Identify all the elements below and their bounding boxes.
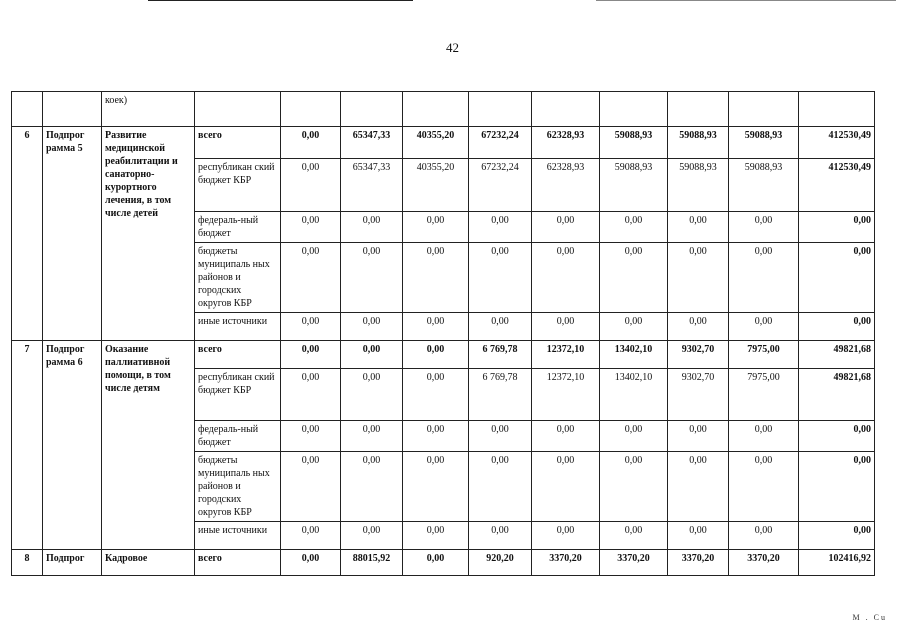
cell-value: 0,00 bbox=[281, 127, 341, 159]
cell-value: 0,00 bbox=[532, 522, 600, 550]
cell-value: 102416,92 bbox=[799, 550, 875, 576]
cell-value: 0,00 bbox=[469, 421, 532, 452]
cell-value: 65347,33 bbox=[341, 159, 403, 212]
cell-value: 0,00 bbox=[729, 522, 799, 550]
cell-value: 67232,24 bbox=[469, 159, 532, 212]
cell-value: 0,00 bbox=[281, 313, 341, 341]
cell-value: 0,00 bbox=[469, 522, 532, 550]
table-row bbox=[12, 550, 875, 576]
cell-name: Кадровое bbox=[102, 550, 195, 576]
cell-value: 3370,20 bbox=[600, 550, 668, 576]
cell-value: 0,00 bbox=[281, 341, 341, 369]
cell-value: 12372,10 bbox=[532, 369, 600, 421]
cell-value: 0,00 bbox=[341, 212, 403, 243]
cell-value: 59088,93 bbox=[668, 127, 729, 159]
cell-value: 0,00 bbox=[281, 550, 341, 576]
cell-value bbox=[799, 92, 875, 127]
cell-value: 0,00 bbox=[532, 212, 600, 243]
cell-value: 13402,10 bbox=[600, 369, 668, 421]
cell-value: 0,00 bbox=[600, 452, 668, 522]
cell-value: 0,00 bbox=[668, 313, 729, 341]
cell-value: 0,00 bbox=[403, 452, 469, 522]
cell-value bbox=[403, 92, 469, 127]
cell-value: 49821,68 bbox=[799, 369, 875, 421]
cell-value: 0,00 bbox=[532, 313, 600, 341]
cell-value: 0,00 bbox=[281, 212, 341, 243]
cell-value: 0,00 bbox=[341, 421, 403, 452]
cell-value: 0,00 bbox=[469, 212, 532, 243]
cell-value bbox=[341, 92, 403, 127]
cell-value: 3370,20 bbox=[668, 550, 729, 576]
cell-value: 0,00 bbox=[281, 159, 341, 212]
cell-value: 59088,93 bbox=[600, 159, 668, 212]
cell-value: 0,00 bbox=[469, 243, 532, 313]
cell-value bbox=[469, 92, 532, 127]
cell-value: 0,00 bbox=[600, 243, 668, 313]
cell-num: 7 bbox=[12, 341, 43, 550]
corner-mark: M . Cu bbox=[852, 613, 887, 622]
cell-name: Развитие медицинской реабилитации и санаторно-курортного лечения, в том числе детей bbox=[102, 127, 195, 341]
cell-value bbox=[729, 92, 799, 127]
cell-num: 8 bbox=[12, 550, 43, 576]
cell-value bbox=[600, 92, 668, 127]
cell-source: республикан ский бюджет КБР bbox=[195, 159, 281, 212]
cell-value: 412530,49 bbox=[799, 127, 875, 159]
cell-value: 59088,93 bbox=[729, 159, 799, 212]
cell-program: Подпрог рамма 5 bbox=[43, 127, 102, 341]
cell-value: 0,00 bbox=[341, 522, 403, 550]
cell-source: федераль-ный бюджет bbox=[195, 421, 281, 452]
cell-value: 0,00 bbox=[799, 313, 875, 341]
cell-value: 0,00 bbox=[532, 452, 600, 522]
cell-value: 0,00 bbox=[341, 341, 403, 369]
cell-value bbox=[281, 92, 341, 127]
cell-name: коек) bbox=[102, 92, 195, 127]
cell-num: 6 bbox=[12, 127, 43, 341]
cell-value: 3370,20 bbox=[729, 550, 799, 576]
cell-value: 62328,93 bbox=[532, 127, 600, 159]
top-rule-right bbox=[596, 0, 896, 1]
budget-table bbox=[11, 91, 875, 576]
cell-value: 0,00 bbox=[403, 341, 469, 369]
cell-program: Подпрог bbox=[43, 550, 102, 576]
cell-value bbox=[532, 92, 600, 127]
cell-value: 12372,10 bbox=[532, 341, 600, 369]
cell-value: 0,00 bbox=[799, 243, 875, 313]
cell-value: 40355,20 bbox=[403, 159, 469, 212]
cell-source: иные источники bbox=[195, 313, 281, 341]
cell-value: 0,00 bbox=[403, 313, 469, 341]
cell-value: 0,00 bbox=[668, 243, 729, 313]
cell-value bbox=[668, 92, 729, 127]
cell-value: 0,00 bbox=[600, 522, 668, 550]
cell-value: 59088,93 bbox=[729, 127, 799, 159]
cell-value: 0,00 bbox=[668, 421, 729, 452]
cell-value: 0,00 bbox=[281, 522, 341, 550]
cell-value: 0,00 bbox=[600, 421, 668, 452]
cell-value: 0,00 bbox=[668, 452, 729, 522]
cell-source: иные источники bbox=[195, 522, 281, 550]
cell-source: всего bbox=[195, 341, 281, 369]
cell-value: 6 769,78 bbox=[469, 341, 532, 369]
cell-source: федераль-ный бюджет bbox=[195, 212, 281, 243]
cell-source: бюджеты муниципаль ных районов и городских округов КБР bbox=[195, 243, 281, 313]
cell-value: 0,00 bbox=[403, 369, 469, 421]
cell-value: 59088,93 bbox=[600, 127, 668, 159]
page-number: 42 bbox=[446, 40, 459, 55]
cell-value: 3370,20 bbox=[532, 550, 600, 576]
cell-value: 0,00 bbox=[799, 452, 875, 522]
cell-program: Подпрог рамма 6 bbox=[43, 341, 102, 550]
cell-value: 7975,00 bbox=[729, 369, 799, 421]
cell-value: 59088,93 bbox=[668, 159, 729, 212]
cell-value: 0,00 bbox=[799, 522, 875, 550]
cell-value: 9302,70 bbox=[668, 369, 729, 421]
cell-value: 0,00 bbox=[281, 243, 341, 313]
cell-value: 13402,10 bbox=[600, 341, 668, 369]
cell-value: 0,00 bbox=[600, 212, 668, 243]
cell-value: 0,00 bbox=[668, 522, 729, 550]
cell-value: 0,00 bbox=[729, 421, 799, 452]
cell-value: 0,00 bbox=[729, 212, 799, 243]
cell-value: 65347,33 bbox=[341, 127, 403, 159]
cell-value: 0,00 bbox=[281, 452, 341, 522]
cell-value: 0,00 bbox=[729, 313, 799, 341]
cell-value: 0,00 bbox=[532, 421, 600, 452]
cell-num bbox=[12, 92, 43, 127]
cell-source: всего bbox=[195, 127, 281, 159]
table-row bbox=[12, 127, 875, 159]
cell-value: 0,00 bbox=[668, 212, 729, 243]
cell-value: 0,00 bbox=[341, 243, 403, 313]
cell-value: 0,00 bbox=[799, 212, 875, 243]
cell-value: 0,00 bbox=[403, 243, 469, 313]
cell-value: 0,00 bbox=[341, 369, 403, 421]
cell-value: 0,00 bbox=[469, 452, 532, 522]
cell-source: всего bbox=[195, 550, 281, 576]
cell-value: 412530,49 bbox=[799, 159, 875, 212]
cell-value: 0,00 bbox=[341, 313, 403, 341]
cell-value: 40355,20 bbox=[403, 127, 469, 159]
cell-value: 0,00 bbox=[403, 550, 469, 576]
cell-value: 88015,92 bbox=[341, 550, 403, 576]
cell-value: 67232,24 bbox=[469, 127, 532, 159]
cell-source bbox=[195, 92, 281, 127]
cell-source: республикан ский бюджет КБР bbox=[195, 369, 281, 421]
cell-value: 0,00 bbox=[403, 421, 469, 452]
continuation-row bbox=[12, 92, 875, 127]
table-row bbox=[12, 341, 875, 369]
cell-value: 49821,68 bbox=[799, 341, 875, 369]
cell-value: 0,00 bbox=[600, 313, 668, 341]
cell-value: 0,00 bbox=[799, 421, 875, 452]
cell-program bbox=[43, 92, 102, 127]
cell-value: 0,00 bbox=[281, 369, 341, 421]
cell-value: 6 769,78 bbox=[469, 369, 532, 421]
cell-value: 0,00 bbox=[403, 522, 469, 550]
top-rule-left bbox=[148, 0, 413, 1]
cell-value: 0,00 bbox=[281, 421, 341, 452]
cell-value: 0,00 bbox=[403, 212, 469, 243]
cell-value: 0,00 bbox=[729, 243, 799, 313]
cell-value: 0,00 bbox=[729, 452, 799, 522]
cell-source: бюджеты муниципаль ных районов и городских округов КБР bbox=[195, 452, 281, 522]
cell-name: Оказание паллиативной помощи, в том числе детям bbox=[102, 341, 195, 550]
cell-value: 7975,00 bbox=[729, 341, 799, 369]
cell-value: 0,00 bbox=[469, 313, 532, 341]
cell-value: 0,00 bbox=[341, 452, 403, 522]
cell-value: 62328,93 bbox=[532, 159, 600, 212]
cell-value: 0,00 bbox=[532, 243, 600, 313]
cell-value: 920,20 bbox=[469, 550, 532, 576]
cell-value: 9302,70 bbox=[668, 341, 729, 369]
